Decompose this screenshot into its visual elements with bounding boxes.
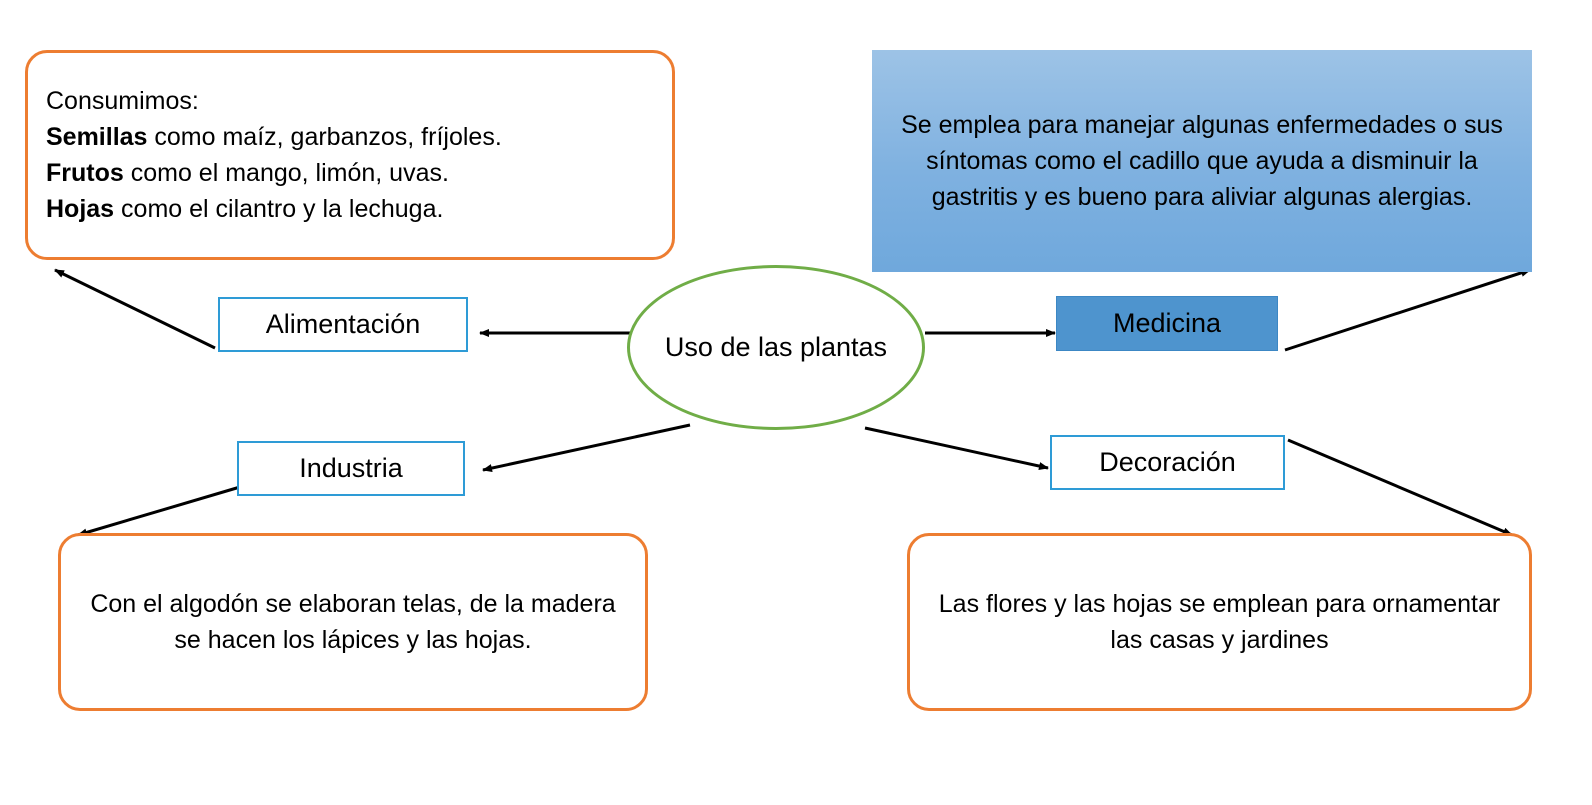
alimentacion-line-2-rest: como maíz, garbanzos, fríjoles. bbox=[147, 122, 502, 151]
callout-industria-text: Con el algodón se elaboran telas, de la madera se hacen los lápices y las hojas. bbox=[90, 589, 616, 654]
node-decoracion[interactable] bbox=[1050, 435, 1285, 490]
callout-industria bbox=[58, 533, 648, 711]
node-decoracion-label: Decoración bbox=[1099, 446, 1236, 477]
alimentacion-line-3-bold: Frutos bbox=[46, 159, 124, 187]
arrow-industria-to-callout bbox=[78, 487, 240, 535]
node-center-label: Uso de las plantas bbox=[664, 332, 888, 363]
node-alimentacion[interactable] bbox=[218, 297, 468, 352]
callout-decoracion-text: Las flores y las hojas se emplean para ornamentar las casas y jardines bbox=[938, 589, 1501, 654]
node-industria[interactable] bbox=[237, 441, 465, 496]
node-industria-label: Industria bbox=[299, 452, 403, 483]
alimentacion-line-3 bbox=[46, 155, 654, 191]
arrow-center-to-decoracion bbox=[865, 428, 1048, 468]
alimentacion-line-2-bold: Semillas bbox=[46, 122, 148, 151]
arrow-center-to-industria bbox=[483, 425, 690, 470]
alimentacion-line-4-bold: Hojas bbox=[46, 195, 115, 224]
arrow-alimentacion-to-callout bbox=[55, 270, 215, 348]
callout-medicina bbox=[872, 50, 1532, 272]
alimentacion-line-4 bbox=[46, 191, 654, 227]
callout-alimentacion bbox=[25, 50, 675, 260]
node-alimentacion-label: Alimentación bbox=[265, 308, 421, 339]
callout-alimentacion-text bbox=[46, 83, 654, 228]
alimentacion-line-1: Consumimos: bbox=[46, 86, 199, 115]
arrow-medicina-to-callout bbox=[1285, 270, 1530, 350]
arrow-decoracion-to-callout bbox=[1288, 440, 1512, 535]
node-medicina-label: Medicina bbox=[1112, 307, 1222, 338]
alimentacion-line-2 bbox=[46, 119, 654, 155]
node-medicina[interactable] bbox=[1056, 296, 1278, 351]
alimentacion-line-4-rest: como el cilantro y la lechuga. bbox=[114, 195, 444, 224]
node-center-uso-de-las-plantas[interactable] bbox=[627, 265, 925, 430]
callout-medicina-text: Se emplea para manejar algunas enfermedades o sus síntomas como el cadillo que ayuda a disminuir la gastritis y es bueno para aliviar algunas alergias. bbox=[901, 110, 1503, 212]
callout-decoracion bbox=[907, 533, 1532, 711]
alimentacion-line-3-rest: como el mango, limón, uvas. bbox=[123, 159, 449, 187]
